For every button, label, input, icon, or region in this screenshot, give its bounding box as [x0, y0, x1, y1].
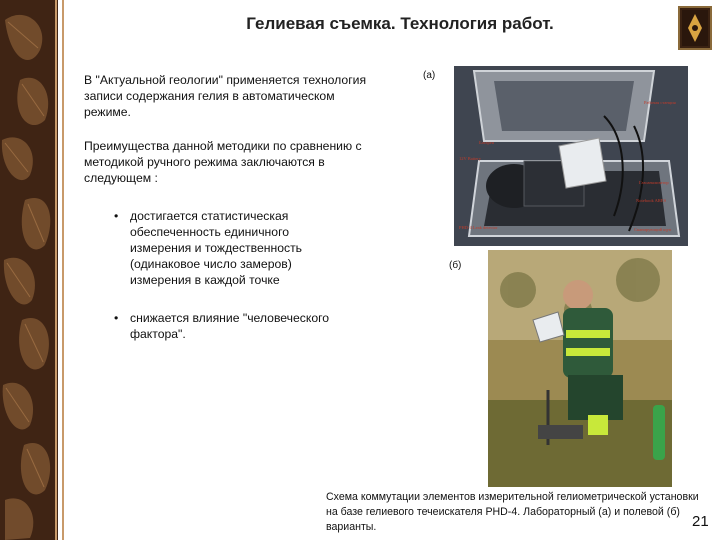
field-operator-photo: [488, 250, 672, 487]
figure-label-a: (а): [423, 70, 436, 81]
annotation-label: Notebook ARES: [636, 198, 667, 203]
decorative-side-border: [0, 0, 58, 540]
annotation-label: Газоанализатор: [639, 180, 669, 185]
leaf-pattern-graphic: [0, 0, 58, 540]
annotation-label: PHD-4 Leak detector: [459, 225, 498, 230]
list-item: • достигается статистическая обеспеченность единичного измерения и тождественность (одинаковое число замеров) измерения в каждой точке: [112, 208, 352, 288]
list-item: • снижается влияние "человеческого фактора".: [112, 310, 352, 342]
advantages-list: [112, 208, 352, 364]
annotation-label: Сканирующий щуп: [634, 227, 672, 232]
annotation-label: 12V Battery: [459, 156, 482, 161]
slide-title: Гелиевая съемка. Технология работ.: [246, 14, 554, 33]
annotation-label: Рабочая станция: [644, 100, 676, 105]
intro-paragraph: В "Актуальной геологии" применяется технология записи содержания гелия в автоматическом режиме.: [84, 73, 367, 119]
logo-icon: [678, 6, 712, 50]
figure-label-b: (б): [449, 260, 462, 271]
lab-equipment-photo: [454, 66, 688, 246]
page-number: 21: [692, 513, 709, 530]
figure-caption: Схема коммутации элементов измерительной гелиометрической установки на базе гелиевого течеискателя PHD-4. Лабораторный (а) и полевой (б) варианты.: [326, 491, 699, 533]
annotation-label: Батарея: [479, 140, 494, 145]
advantages-paragraph: Преимущества данной методики по сравнению с методикой ручного режима заключаются в следующем :: [84, 139, 362, 185]
